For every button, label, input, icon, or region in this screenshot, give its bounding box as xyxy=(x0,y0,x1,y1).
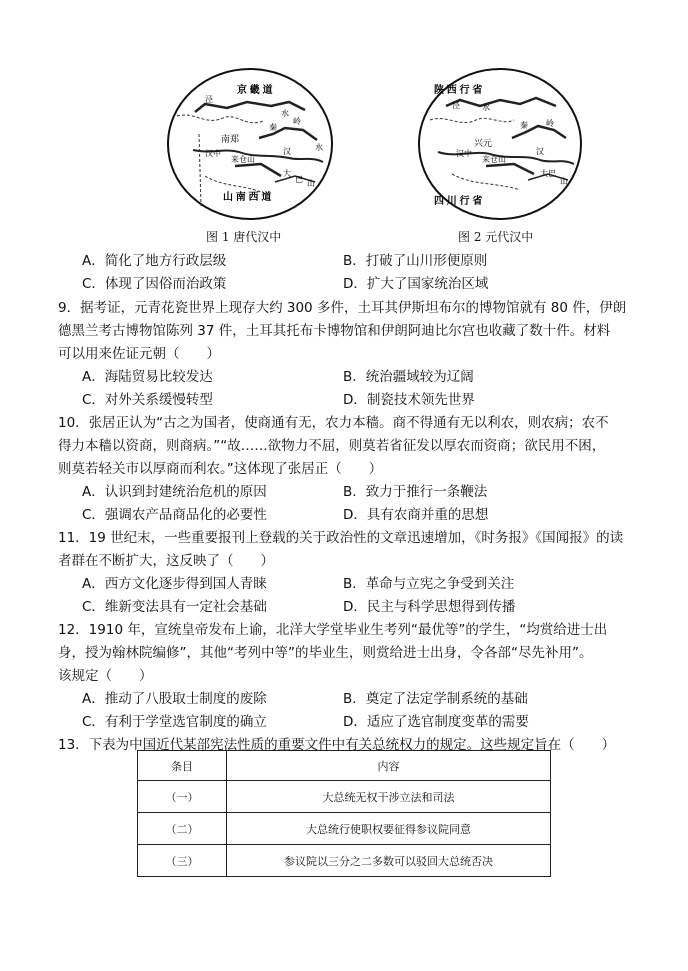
q10-option-b: B．致力于推行一条鞭法 xyxy=(343,484,488,500)
q13-table xyxy=(137,750,551,877)
q9-option-d: D．制瓷技术领先世界 xyxy=(343,392,475,408)
q12-option-b: B．奠定了法定学制系统的基础 xyxy=(343,691,528,707)
map1-label-da: 大 xyxy=(283,169,291,178)
map2-label-ling: 岭 xyxy=(546,119,554,128)
map2-label-daba: 大巴 xyxy=(540,169,556,178)
q10-stem-line3: 则莫若轻关市以厚商而利农。”这体现了张居正（ ） xyxy=(58,461,383,477)
map2-label-han: 汉 xyxy=(536,147,544,156)
map2-caption: 图 2 元代汉中 xyxy=(458,230,534,244)
q10-option-c: C．强调农产品商品化的必要性 xyxy=(82,507,267,523)
map2-label-laicangshan: 来仓山 xyxy=(482,155,506,164)
q11-stem-line2: 者群在不断扩大，这反映了（ ） xyxy=(58,553,274,569)
map1-label-shannanxidao: 山 南 西 道 xyxy=(223,192,272,203)
q12-stem-line2: 身，授为翰林院编修”，其他“考列中等”的毕业生，则赏给进士出身，令各部“尽先补用”。 xyxy=(58,645,593,661)
q12-stem-line3: 该规定（ ） xyxy=(58,668,153,684)
map2-label-shan: 山 xyxy=(560,177,568,186)
q8-option-c: C．体现了因俗而治政策 xyxy=(82,276,227,292)
map1-label-ba: 巴 xyxy=(295,175,303,184)
q9-stem-line2: 德黑兰考古博物馆陈列 37 件，土耳其托布卡博物馆和伊朗阿迪比尔宫也收藏了数十件。材料 xyxy=(58,323,611,339)
map1-caption: 图 1 唐代汉中 xyxy=(206,230,282,244)
map1-label-qin: 秦 xyxy=(269,123,277,132)
map2-label-jing: 泾 xyxy=(452,101,460,110)
map1-label-jing: 泾 xyxy=(205,95,213,104)
q12-stem-line1: 12．1910 年，宣统皇帝发布上谕，北洋大学堂毕业生考列“最优等”的学生，“均赏给进士出 xyxy=(58,622,608,638)
q11-option-d: D．民主与科学思想得到传播 xyxy=(343,599,516,615)
table-cell-item: （三） xyxy=(138,845,227,877)
map1-label-nanzheng: 南郑 xyxy=(221,134,240,144)
table-cell-content: 大总统行使职权要征得参议院同意 xyxy=(227,813,551,845)
map2-label-xingyuan: 兴元 xyxy=(474,138,493,148)
q10-stem-line2: 得力本穑以资商，则商病。”“故……欲物力不屈，则莫若省征发以厚农而资商；欲民用不困， xyxy=(58,438,606,454)
q10-option-a: A．认识到封建统治危机的原因 xyxy=(82,484,267,500)
map1-label-han: 汉 xyxy=(283,147,291,156)
q9-option-b: B．统治疆域较为辽阔 xyxy=(343,369,474,385)
q8-option-d: D．扩大了国家统治区域 xyxy=(343,276,489,292)
table-header-item: 条目 xyxy=(138,751,227,781)
q12-option-a: A．推动了八股取士制度的废除 xyxy=(82,691,267,707)
map1-label-shui1: 水 xyxy=(281,109,289,118)
q9-stem-line3: 可以用来佐证元朝（ ） xyxy=(58,346,220,362)
q9-option-c: C．对外关系缓慢转型 xyxy=(82,392,213,408)
q11-option-c: C．维新变法具有一定社会基础 xyxy=(82,599,267,615)
q8-option-b: B．打破了山川形便原则 xyxy=(343,253,488,269)
table-cell-content: 大总统无权干涉立法和司法 xyxy=(227,781,551,813)
map2-label-shui1: 水 xyxy=(482,103,490,112)
q9-option-a: A．海陆贸易比较发达 xyxy=(82,369,213,385)
table-row xyxy=(138,813,551,845)
map1-label-ling: 岭 xyxy=(293,117,301,126)
map1-label-jingji: 京 畿 道 xyxy=(237,85,273,96)
map-yuan-hanzhong xyxy=(416,66,584,222)
q10-option-d: D．具有农商并重的思想 xyxy=(343,507,489,523)
q11-option-b: B．革命与立宪之争受到关注 xyxy=(343,576,515,592)
q11-option-a: A．西方文化逐步得到国人青睐 xyxy=(82,576,267,592)
map2-label-shaanxi: 陕 西 行 省 xyxy=(434,85,483,96)
q12-option-d: D．适应了选官制度变革的需要 xyxy=(343,714,529,730)
map1-label-shan: 山 xyxy=(307,179,315,188)
q12-option-c: C．有利于学堂选官制度的确立 xyxy=(82,714,267,730)
map1-label-laicangshan: 来仓山 xyxy=(231,155,255,164)
q9-stem-line1: 9．据考证，元青花瓷世界上现存大约 300 多件，土耳其伊斯坦布尔的博物馆就有 80 件，伊朗 xyxy=(58,300,627,316)
map2-label-sichuan: 四 川 行 省 xyxy=(434,196,483,207)
map-tang-hanzhong xyxy=(165,66,335,222)
q13-stem-line1: 13．下表为中国近代某部宪法性质的重要文件中有关总统权力的规定。这些规定旨在（ ） xyxy=(58,737,616,753)
q8-option-a: A．简化了地方行政层级 xyxy=(82,253,227,269)
table-row xyxy=(138,845,551,877)
table-header-row xyxy=(138,751,551,781)
table-header-content: 内容 xyxy=(227,751,551,781)
table-cell-item: （二） xyxy=(138,813,227,845)
q11-stem-line1: 11．19 世纪末，一些重要报刊上登载的关于政治性的文章迅速增加，《时务报》《国闻报》的读 xyxy=(58,530,624,546)
q10-stem-line1: 10．张居正认为“古之为国者，使商通有无，农力本穑。商不得通有无以利农，则农病；农不 xyxy=(58,415,609,431)
map2-label-qin: 秦 xyxy=(520,121,528,130)
table-cell-content: 参议院以三分之二多数可以驳回大总统否决 xyxy=(227,845,551,877)
map2-label-hanzhong: 汉中 xyxy=(456,149,472,158)
map1-label-shui2: 水 xyxy=(315,143,323,152)
table-row xyxy=(138,781,551,813)
table-cell-item: （一） xyxy=(138,781,227,813)
map1-label-hanzhong: 汉中 xyxy=(205,149,221,158)
